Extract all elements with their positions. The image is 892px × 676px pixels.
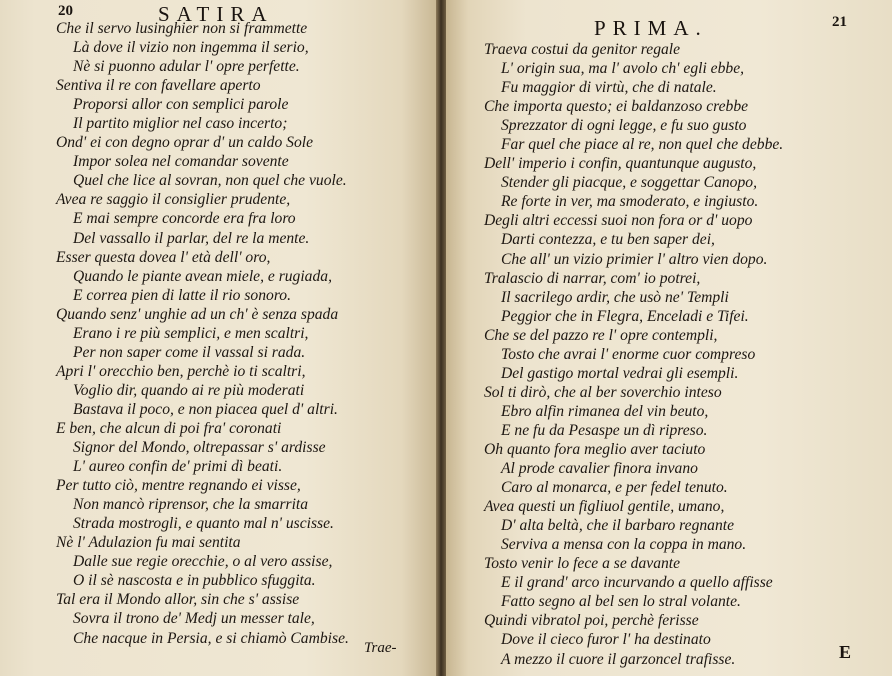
left-running-head: SATIRA xyxy=(158,2,274,26)
verse-line: Voglio dir, quando ai re più moderati xyxy=(73,381,305,399)
verse-line: Quel che lice al sovran, non quel che vuole. xyxy=(73,172,347,190)
verse-line: Sprezzator di ogni legge, e fu suo gusto xyxy=(501,117,747,135)
verse-line: A mezzo il cuore il garzoncel trafisse. xyxy=(501,650,736,668)
verse-line: Ond' ei con degno oprar d' un caldo Sole xyxy=(56,134,313,152)
verse-line: Traeva costui da genitor regale xyxy=(484,41,681,58)
verse-line: Peggior che in Flegra, Enceladi e Tifei. xyxy=(501,307,749,325)
verse-line: Che all' un vizio primier l' altro vien dopo. xyxy=(501,250,768,268)
right-page-number: 21 xyxy=(832,14,847,30)
verse-line: E ben, che alcun di poi fra' coronati xyxy=(56,419,282,437)
verse-line: L' aureo confin de' primi dì beati. xyxy=(73,458,283,476)
verse-line: Signor del Mondo, oltrepassar s' ardisse xyxy=(73,439,326,457)
verse-line: Degli altri eccessi suoi non fora or d' uopo xyxy=(484,212,753,230)
verse-line: E il grand' arco incurvando a quello affisse xyxy=(501,574,773,592)
verse-line: Avea questi un figliuol gentile, umano, xyxy=(484,498,725,516)
verse-line: Del gastigo mortal vedrai gli esempli. xyxy=(501,364,739,382)
verse-line: D' alta beltà, che il barbaro regnante xyxy=(501,517,735,535)
left-catchword: Trae- xyxy=(364,640,397,656)
verse-line: Proporsi allor con semplici parole xyxy=(73,96,289,114)
verse-line: Dalle sue regie orecchie, o al vero assise, xyxy=(73,553,333,571)
verse-line: E correa pien di latte il rio sonoro. xyxy=(73,286,292,304)
verse-line: L' origin sua, ma l' avolo ch' egli ebbe, xyxy=(501,60,745,78)
verse-line: Avea re saggio il consiglier prudente, xyxy=(56,191,291,209)
verse-line: Non mancò riprensor, che la smarrita xyxy=(73,496,309,514)
verse-line: Per tutto ciò, mentre regnando ei visse, xyxy=(56,477,301,495)
verse-line: Oh quanto fora meglio aver taciuto xyxy=(484,440,706,458)
signature-mark: E xyxy=(839,642,852,662)
verse-line: Tosto che avrai l' enorme cuor compreso xyxy=(501,345,756,363)
verse-line: Quando senz' unghie ad un ch' è senza spada xyxy=(56,305,339,323)
verse-line: Stender gli piacque, e soggettar Canopo, xyxy=(501,174,757,192)
right-verse-lines xyxy=(484,40,783,669)
verse-line: Tralascio di narrar, com' io potrei, xyxy=(484,269,701,287)
verse-line: Apri l' orecchio ben, perchè io ti scaltri, xyxy=(56,362,306,380)
left-page xyxy=(0,0,436,676)
verse-line: Del vassallo il parlar, del re la mente. xyxy=(73,229,310,247)
verse-line: Il partito miglior nel caso incerto; xyxy=(73,115,288,133)
verse-line: Sentiva il re con favellare aperto xyxy=(56,77,261,95)
left-page-number: 20 xyxy=(58,3,73,19)
verse-line: Che importa questo; ei baldanzoso crebbe xyxy=(484,98,749,116)
verse-line: Re forte in ver, ma smoderato, e ingiusto. xyxy=(501,193,759,211)
verse-line: Sovra il trono de' Medj un messer tale, xyxy=(73,610,315,628)
verse-line: Al prode cavalier finora invano xyxy=(501,460,698,478)
verse-line: Per non saper come il vassal si rada. xyxy=(73,343,306,361)
verse-line: E ne fu da Pesaspe un dì ripreso. xyxy=(501,421,708,439)
verse-line: Strada mostrogli, e quanto mal n' uscisse. xyxy=(73,515,334,533)
verse-line: E mai sempre concorde era fra loro xyxy=(73,210,296,228)
verse-line: Caro al monarca, e per fedel tenuto. xyxy=(501,479,728,497)
left-verse-lines xyxy=(56,19,349,648)
verse-line: Fatto segno al bel sen lo stral volante. xyxy=(501,593,741,611)
right-page xyxy=(446,0,892,676)
verse-line: Far quel che piace al re, non quel che debbe. xyxy=(501,136,784,154)
verse-line: O il sè nascosta e in pubblico sfuggita. xyxy=(73,572,316,590)
verse-line: Fu maggior di virtù, che di natale. xyxy=(501,79,717,97)
verse-line: Dell' imperio i confin, quantunque augusto, xyxy=(484,155,757,173)
verse-line: Nè si puonno adular l' opre perfette. xyxy=(73,58,300,76)
right-running-head: PRIMA. xyxy=(594,16,708,40)
verse-line: Impor solea nel comandar sovente xyxy=(73,153,289,171)
verse-line: Quindi vibratol poi, perchè ferisse xyxy=(484,612,699,630)
verse-line: Dove il cieco furor l' ha destinato xyxy=(501,631,711,649)
verse-line: Darti contezza, e tu ben saper dei, xyxy=(501,231,715,249)
verse-line: Tal era il Mondo allor, sin che s' assise xyxy=(56,591,300,609)
verse-line: Erano i re più semplici, e men scaltri, xyxy=(73,324,309,342)
verse-line: Bastava il poco, e non piacea quel d' altri. xyxy=(73,400,338,418)
verse-line: Esser questa dovea l' età dell' oro, xyxy=(56,248,271,266)
verse-line: Che se del pazzo re l' opre contempli, xyxy=(484,326,718,344)
verse-line: Ebro alfin rimanea del vin beuto, xyxy=(501,402,709,420)
book-gutter xyxy=(436,0,446,676)
verse-line: Nè l' Adulazion fu mai sentita xyxy=(56,534,241,552)
verse-line: Che nacque in Persia, e si chiamò Cambise. xyxy=(73,629,349,647)
verse-line: Serviva a mensa con la coppa in mano. xyxy=(501,536,747,554)
verse-line: Il sacrilego ardir, che usò ne' Templi xyxy=(501,288,729,306)
verse-line: Tosto venir lo fece a se davante xyxy=(484,555,681,573)
verse-line: Quando le piante avean miele, e rugiada, xyxy=(73,267,332,285)
verse-line: Là dove il vizio non ingemma il serio, xyxy=(73,39,309,57)
verse-line: Che il servo lusinghier non si frammette xyxy=(56,20,308,37)
verse-line: Sol ti dirò, che al ber soverchio inteso xyxy=(484,383,722,401)
